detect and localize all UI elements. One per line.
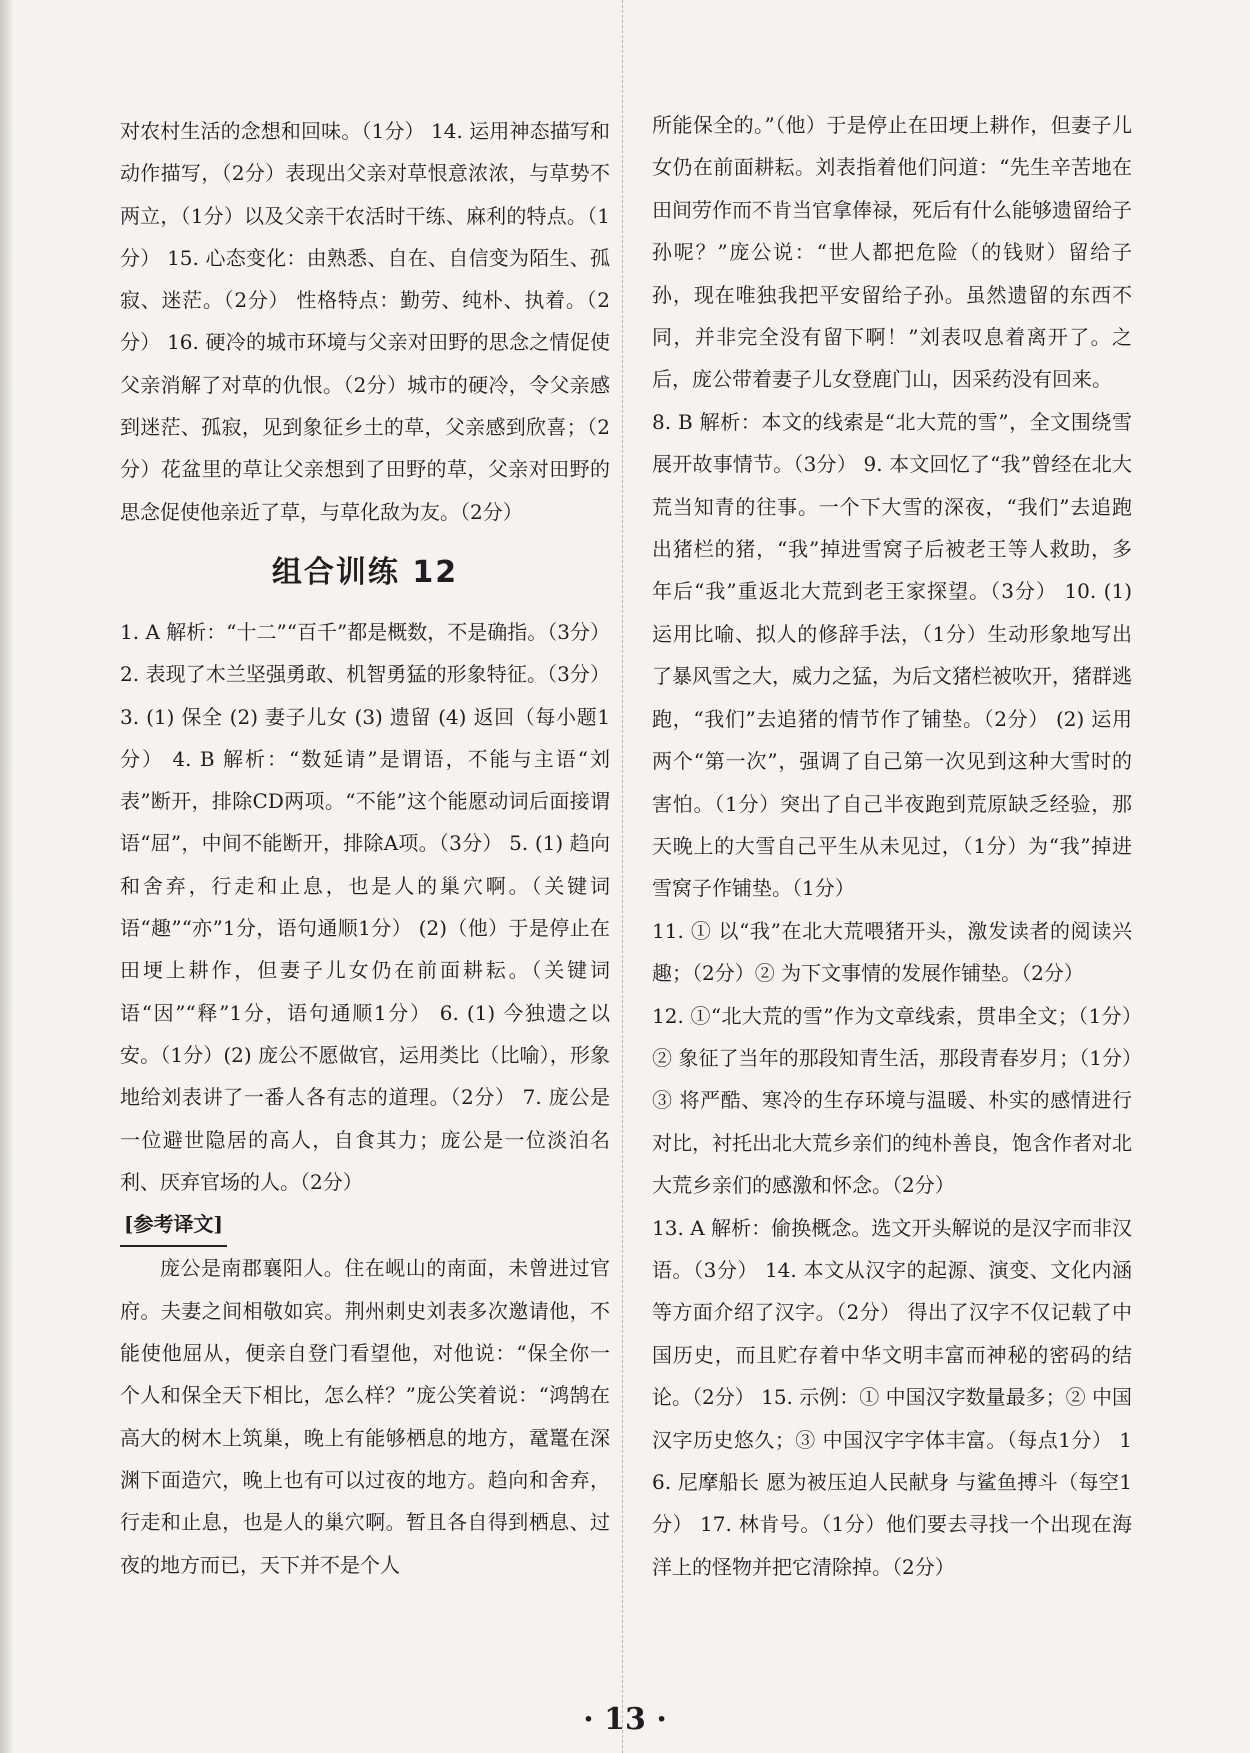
answer-paragraph: 8. B 解析：本文的线索是“北大荒的雪”，全文围绕雪展开故事情节。（3分） 9. 本文回忆了“我”曾经在北大荒当知青的往事。一个下大雪的深夜，“我们”去追跑出猪栏的猪，“我”掉进雪窝子后被老王等人救助，多年后“我”重返北大荒到老王家探望。（3分） 10. (1) 运用比喻、拟人的修辞手法，（1分）生动形象地写出了暴风雪之大，威力之猛，为后文猪栏被吹开，猪群逃跑，“我们”去追猪的情节作了铺垫。（2分） (2) 运用两个“第一次”，强调了自己第一次见到这种大雪时的害怕。（1分）突出了自己半夜跑到荒原缺乏经验，那天晚上的大雪自己平生从未见过，（1分）为“我”掉进雪窝子作铺垫。（1分） — [652, 409, 1132, 901]
answer-paragraph: 1. A 解析：“十二”“百千”都是概数，不是确指。（3分） 2. 表现了木兰坚强勇敢、机智勇猛的形象特征。（3分） 3. (1) 保全 (2) 妻子儿女 (3) 遗留 (4) 返回（每小题1分） 4. B 解析：“数延请”是谓语，不能与主语“刘表”断开，排除CD两项。“不能”这个能愿动词后面接谓语“屈”，中间不能断开，排除A项。（3分） 5. (1) 趋向和舍弃，行走和止息，也是人的巢穴啊。（关键词语“趣”“亦”1分，语句通顺1分） (2)（他）于是停止在田埂上耕作，但妻子儿女仍在前面耕耘。（关键词语“因”“释”1分，语句通顺1分） 6. (1) 今独遗之以安。（1分）(2) 庞公不愿做官，运用类比（比喻），形象地给刘表讲了一番人各有志的道理。（2分） 7. 庞公是一位避世隐居的高人，自食其力；庞公是一位淡泊名利、厌弃官场的人。（2分） — [120, 619, 610, 1194]
translation-paragraph-continued: 所能保全的。”（他）于是停止在田埂上耕作，但妻子儿女仍在前面耕耘。刘表指着他们问道：“先生辛苦地在田间劳作而不肯当官拿俸禄，死后有什么能够遗留给子孙呢？”庞公说：“世人都把危险（的钱财）留给子孙，现在唯独我把平安留给子孙。虽然遗留的东西不同，并非完全没有留下啊！”刘表叹息着离开了。之后，庞公带着妻子儿女登鹿门山，因采药没有回来。 — [652, 113, 1132, 392]
reference-translation-heading — [120, 1203, 610, 1247]
page-edge-shadow — [0, 0, 14, 1753]
answer-paragraph: 11. ① 以“我”在北大荒喂猪开头，激发读者的阅读兴趣；（2分）② 为下文事情的发展作铺垫。（2分） — [652, 918, 1132, 986]
column-divider — [622, 0, 623, 1753]
answer-paragraph: 对农村生活的念想和回味。（1分） 14. 运用神态描写和动作描写，（2分）表现出父亲对草恨意浓浓，与草势不两立，（1分）以及父亲干农活时干练、麻利的特点。（1分） 15. 心态变化：由熟悉、自在、自信变为陌生、孤寂、迷茫。（2分） 性格特点：勤劳、纯朴、执着。（2分） 16. 硬冷的城市环境与父亲对田野的思念之情促使父亲消解了对草的仇恨。（2分）城市的硬冷，令父亲感到迷茫、孤寂，见到象征乡土的草，父亲感到欣喜；（2分）花盆里的草让父亲想到了田野的草，父亲对田野的思念促使他亲近了草，与草化敌为友。（2分） — [120, 119, 610, 524]
right-column — [652, 104, 1132, 1588]
section-title: 组合训练 12 — [271, 554, 459, 590]
page-number: · 13 · — [583, 1702, 667, 1737]
answer-paragraph: 13. A 解析：偷换概念。选文开头解说的是汉字而非汉语。（3分） 14. 本文从汉字的起源、演变、文化内涵等方面介绍了汉字。（2分） 得出了汉字不仅记载了中国历史，而且贮存着中华文明丰富而神秘的密码的结论。（2分） 15. 示例：① 中国汉字数量最多；② 中国汉字历史悠久；③ 中国汉字字体丰富。（每点1分） 16. 尼摩船长 愿为被压迫人民献身 与鲨鱼搏斗（每空1分） 17. 林肯号。（1分）他们要去寻找一个出现在海洋上的怪物并把它清除掉。（2分） — [652, 1215, 1132, 1579]
reference-translation-label: [参考译文] — [120, 1203, 227, 1247]
left-column — [120, 110, 610, 1586]
answer-paragraph: 12. ①“北大荒的雪”作为文章线索，贯串全文；（1分）② 象征了当年的那段知青生活，那段青春岁月；（1分）③ 将严酷、寒冷的生存环境与温暖、朴实的感情进行对比，衬托出北大荒乡亲们的纯朴善良，饱含作者对北大荒乡亲们的感激和怀念。（2分） — [652, 1003, 1132, 1198]
translation-paragraph: 庞公是南郡襄阳人。住在岘山的南面，未曾进过官府。夫妻之间相敬如宾。荆州刺史刘表多次邀请他，不能使他屈从，便亲自登门看望他，对他说：“保全你一个人和保全天下相比，怎么样？”庞公笑着说：“鸿鹄在高大的树木上筑巢，晚上有能够栖息的地方，鼋鼍在深渊下面造穴，晚上也有可以过夜的地方。趋向和舍弃，行走和止息，也是人的巢穴啊。暂且各自得到栖息、过夜的地方而已，天下并不是个人 — [120, 1256, 610, 1577]
